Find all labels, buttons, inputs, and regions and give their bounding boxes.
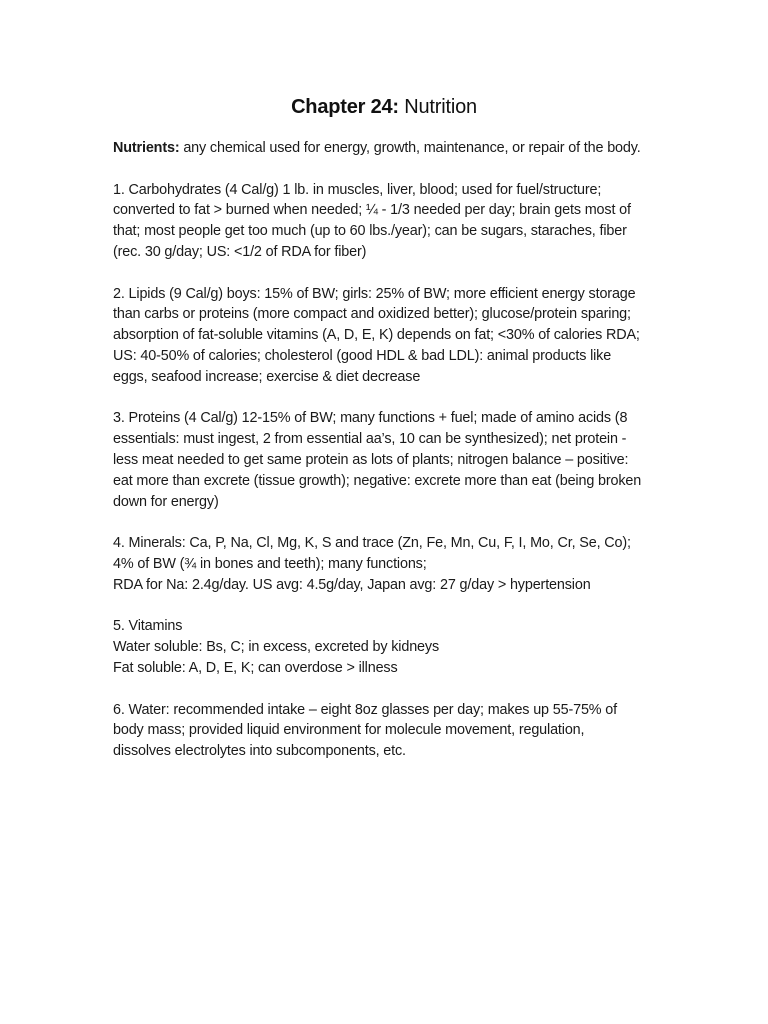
paragraph-line: 1. Carbohydrates (4 Cal/g) 1 lb. in muscles, liver, blood; used for fuel/structure;	[113, 181, 602, 198]
paragraph-line: absorption of fat-soluble vitamins (A, D, E, K) depends on fat; <30% of calories RDA;	[113, 327, 640, 344]
intro-paragraph	[113, 138, 673, 159]
paragraph-line: 4% of BW (¾ in bones and teeth); many functions;	[113, 555, 427, 572]
title-topic: Nutrition	[398, 96, 477, 118]
intro-line	[113, 138, 673, 159]
paragraph-line: dissolves electrolytes into subcomponents, etc.	[113, 743, 406, 760]
paragraph-line: US: 40-50% of calories; cholesterol (good HDL & bad LDL): animal products like	[113, 347, 612, 364]
paragraph-line: body mass; provided liquid environment for molecule movement, regulation,	[113, 722, 585, 739]
paragraph-line: 4. Minerals: Ca, P, Na, Cl, Mg, K, S and trace (Zn, Fe, Mn, Cu, F, I, Mo, Cr, Se, Co);	[113, 535, 631, 552]
proteins-paragraph	[113, 408, 673, 512]
paragraph-line: RDA for Na: 2.4g/day. US avg: 4.5g/day, Japan avg: 27 g/day > hypertension	[113, 576, 591, 593]
paragraph-line: less meat needed to get same protein as lots of plants; nitrogen balance – positive:	[113, 451, 629, 468]
document-body	[113, 138, 673, 783]
paragraph-line: Water soluble: Bs, C; in excess, excreted by kidneys	[113, 639, 439, 656]
paragraph-line: eat more than excrete (tissue growth); negative: excrete more than eat (being broken	[113, 472, 642, 489]
carbohydrates-paragraph	[113, 180, 673, 263]
paragraph-line: 2. Lipids (9 Cal/g) boys: 15% of BW; girls: 25% of BW; more efficient energy storage	[113, 285, 636, 302]
page-title	[0, 94, 768, 120]
paragraph-line: 3. Proteins (4 Cal/g) 12-15% of BW; many functions + fuel; made of amino acids (8	[113, 410, 628, 427]
paragraph-line: Fat soluble: A, D, E, K; can overdose > illness	[113, 659, 398, 676]
paragraph-line: (rec. 30 g/day; US: <1/2 of RDA for fiber)	[113, 243, 367, 260]
water-paragraph	[113, 700, 673, 762]
intro-lead: Nutrients:	[113, 140, 180, 156]
paragraph-line: 6. Water: recommended intake – eight 8oz glasses per day; makes up 55-75% of	[113, 701, 618, 718]
paragraph-line: 5. Vitamins	[113, 618, 183, 635]
vitamins-paragraph	[113, 616, 673, 678]
intro-text: any chemical used for energy, growth, maintenance, or repair of the body.	[179, 140, 641, 156]
paragraph-line: down for energy)	[113, 493, 219, 510]
paragraph-line: eggs, seafood increase; exercise & diet decrease	[113, 368, 421, 385]
minerals-paragraph	[113, 533, 673, 595]
paragraph-line: that; most people get too much (up to 60 lbs./year); can be sugars, staraches, fiber	[113, 223, 627, 240]
paragraph-line: converted to fat > burned when needed; ¼ - 1/3 needed per day; brain gets most of	[113, 202, 631, 219]
title-chapter: Chapter 24:	[291, 96, 399, 118]
paragraph-line: essentials: must ingest, 2 from essential aa’s, 10 can be synthesized); net protein -	[113, 431, 627, 448]
paragraph-line: than carbs or proteins (more compact and oxidized better); glucose/protein sparing;	[113, 306, 631, 323]
lipids-paragraph	[113, 284, 673, 388]
